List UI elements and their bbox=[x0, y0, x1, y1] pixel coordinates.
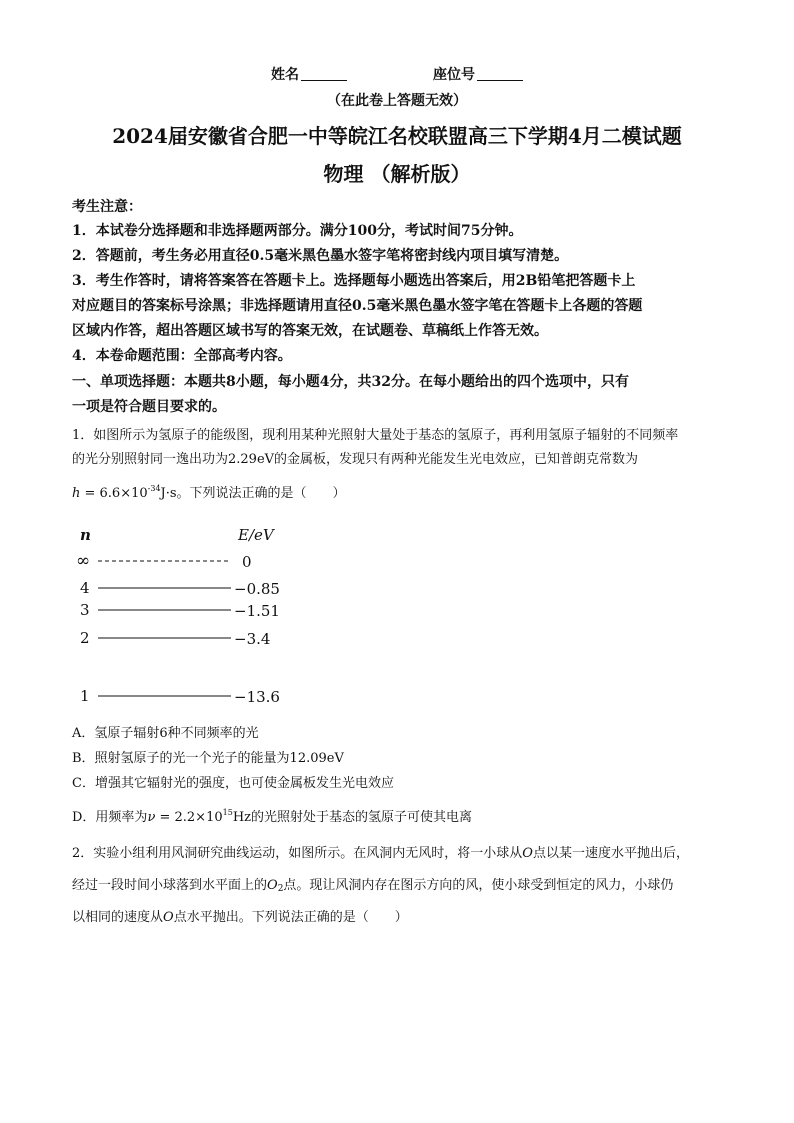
instruction-item: 1．本试卷分选择题和非选择题两部分。满分100分，考试时间75分钟。 bbox=[72, 223, 523, 239]
e-axis-label: E/eV bbox=[238, 526, 274, 544]
n-axis-label: n bbox=[80, 526, 91, 544]
q2-text: 点。现让风洞内存在图示方向的风，使小球受到恒定的风力，小球仍 bbox=[283, 878, 674, 893]
point-o: O bbox=[163, 910, 174, 925]
level-energy-label: −13.6 bbox=[234, 688, 280, 706]
q2-text: 以相同的速度从 bbox=[72, 910, 164, 925]
option-a: A．氢原子辐射6种不同频率的光 bbox=[72, 726, 259, 741]
name-blank bbox=[301, 80, 347, 81]
instruction-item: 4．本卷命题范围：全部高考内容。 bbox=[72, 348, 292, 364]
q2-text: 点水平抛出。下列说法正确的是（ ） bbox=[173, 910, 408, 925]
energy-level-diagram bbox=[76, 520, 316, 710]
level-n-label: 1 bbox=[80, 687, 90, 705]
question-2-line bbox=[72, 842, 689, 861]
planck-symbol: h bbox=[72, 486, 81, 501]
exam-header bbox=[0, 64, 794, 84]
section-heading-cont: 一项是符合题目要求的。 bbox=[72, 399, 226, 415]
instruction-item: 3．考生作答时，请将答案答在答题卡上。选择题每小题选出答案后，用2B铅笔把答题卡上 bbox=[72, 273, 636, 289]
name-label: 姓名 bbox=[271, 67, 299, 83]
point-o2: O bbox=[267, 878, 278, 893]
point-o: O bbox=[522, 846, 533, 861]
planck-exponent: -34 bbox=[147, 484, 161, 493]
level-energy-label: −3.4 bbox=[234, 630, 271, 648]
frequency-exponent: 15 bbox=[222, 808, 233, 817]
option-d-prefix: D．用频率为 bbox=[72, 810, 148, 825]
frequency-value: = 2.2×10 bbox=[155, 810, 223, 825]
page-title: 2024届安徽省合肥一中等皖江名校联盟高三下学期4月二模试题 bbox=[112, 124, 682, 148]
option-c: C．增强其它辐射光的强度，也可使金属板发生光电效应 bbox=[72, 776, 394, 791]
planck-value: = 6.6×10 bbox=[80, 486, 148, 501]
option-d-suffix: Hz的光照射处于基态的氢原子可使其电离 bbox=[232, 810, 472, 825]
instruction-item: 对应题目的答案标号涂黑；非选择题请用直径0.5毫米黑色墨水签字笔在答题卡上各题的答题 bbox=[72, 298, 643, 314]
level-energy-label: 0 bbox=[242, 553, 252, 571]
option-d bbox=[72, 806, 472, 825]
option-b: B．照射氢原子的光一个光子的能量为12.09eV bbox=[72, 751, 344, 766]
instruction-item: 区域内作答，超出答题区域书写的答案无效，在试题卷、草稿纸上作答无效。 bbox=[72, 323, 548, 339]
section-heading: 一、单项选择题：本题共8小题，每小题4分，共32分。在每小题给出的四个选项中，只有 bbox=[72, 374, 629, 390]
seat-label: 座位号 bbox=[433, 67, 475, 83]
question-1-prompt: J·s。下列说法正确的是（ ） bbox=[160, 486, 346, 501]
question-2-line bbox=[72, 874, 673, 894]
question-1-formula-line bbox=[72, 482, 346, 501]
level-n-label: ∞ bbox=[76, 551, 91, 571]
level-n-label: 2 bbox=[80, 629, 90, 647]
frequency-symbol: ν bbox=[147, 810, 156, 825]
header-note: （在此卷上答题无效） bbox=[327, 93, 467, 109]
question-2-line bbox=[72, 906, 408, 925]
level-n-label: 4 bbox=[80, 579, 90, 597]
q2-text: 点以某一速度水平抛出后， bbox=[532, 846, 689, 861]
level-n-label: 3 bbox=[80, 601, 90, 619]
q2-text: 2．实验小组利用风洞研究曲线运动，如图所示。在风洞内无风时，将一小球从 bbox=[72, 846, 523, 861]
level-energy-label: −0.85 bbox=[234, 580, 280, 598]
question-1-line: 1．如图所示为氢原子的能级图，现利用某种光照射大量处于基态的氢原子，再利用氢原子辐射的不同频率 bbox=[72, 428, 679, 443]
level-energy-label: −1.51 bbox=[234, 602, 280, 620]
question-1-line: 的光分别照射同一逸出功为2.29eV的金属板，发现只有两种光能发生光电效应，已知普朗克常数为 bbox=[72, 452, 639, 467]
instruction-item: 2．答题前，考生务必用直径0.5毫米黑色墨水签字笔将密封线内项目填写清楚。 bbox=[72, 248, 569, 264]
point-o2-subscript: 2 bbox=[277, 884, 284, 894]
q2-text: 经过一段时间小球落到水平面上的 bbox=[72, 878, 268, 893]
page-subtitle: 物理 （解析版） bbox=[323, 162, 471, 186]
instructions-heading: 考生注意： bbox=[72, 199, 142, 215]
seat-blank bbox=[477, 80, 523, 81]
